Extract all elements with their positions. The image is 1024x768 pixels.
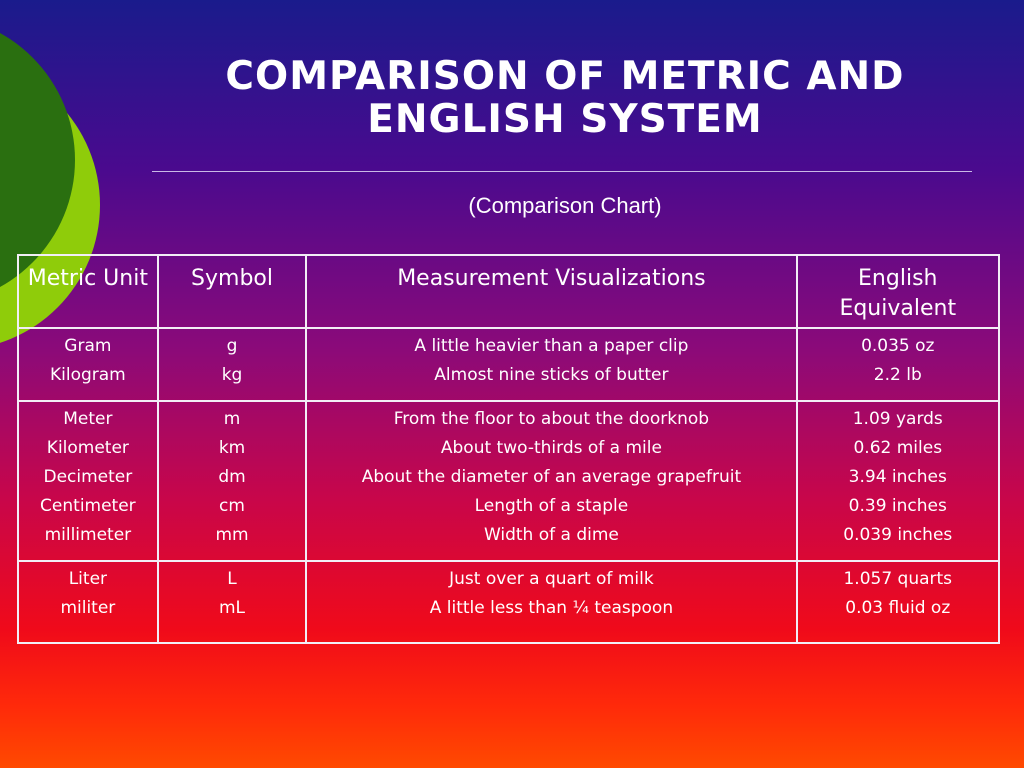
visualization-text: Just over a quart of milk [449,569,654,589]
cell-unit [18,561,158,643]
cell-visualization [306,561,796,643]
comparison-table [17,254,1000,644]
english-equivalent: 1.09 yards [852,409,943,429]
unit-name: Gram [64,336,112,356]
unit-symbol: dm [218,467,246,487]
english-equivalent: 0.62 miles [853,438,943,458]
header-measurement-visualizations: Measurement Visualizations [306,255,796,328]
unit-name: Centimeter [40,496,136,516]
table-row-mass [18,328,999,401]
unit-name: Liter [68,569,108,589]
unit-name: Kilogram [49,365,126,385]
header-symbol: Symbol [158,255,307,328]
cell-english [797,401,999,561]
cell-symbol [158,401,307,561]
visualization-text: Almost nine sticks of butter [434,365,669,385]
cell-symbol [158,561,307,643]
unit-name: Kilometer [46,438,129,458]
cell-symbol [158,328,307,401]
title-divider [152,171,972,172]
unit-name: Decimeter [43,467,133,487]
english-equivalent: 2.2 lb [873,365,922,385]
table-header-row [18,255,999,328]
cell-visualization [306,328,796,401]
unit-symbol: cm [219,496,245,516]
cell-english [797,561,999,643]
english-equivalent: 3.94 inches [848,467,947,487]
visualization-text: A little less than ¼ teaspoon [429,598,674,618]
unit-symbol: kg [221,365,243,385]
header-english-equivalent: English Equivalent [797,255,999,328]
english-equivalent: 0.035 oz [861,336,935,356]
unit-symbol: mL [219,598,246,618]
visualization-text: Width of a dime [483,525,619,545]
cell-visualization [306,401,796,561]
unit-symbol: km [218,438,246,458]
slide-subtitle: (Comparison Chart) [468,193,662,218]
visualization-text: A little heavier than a paper clip [414,336,689,356]
english-equivalent: 1.057 quarts [843,569,953,589]
unit-symbol: m [223,409,241,429]
english-equivalent: 0.039 inches [843,525,953,545]
unit-name: militer [60,598,116,618]
header-metric-unit: Metric Unit [18,255,158,328]
english-equivalent: 0.39 inches [848,496,947,516]
visualization-text: Length of a staple [474,496,629,516]
slide-title: COMPARISON OF METRIC AND ENGLISH SYSTEM [225,54,905,142]
unit-name: Meter [63,409,113,429]
cell-unit [18,401,158,561]
visualization-text: About the diameter of an average grapefruit [361,467,742,487]
unit-symbol: mm [215,525,249,545]
visualization-text: About two-thirds of a mile [440,438,662,458]
table-row-length [18,401,999,561]
english-equivalent: 0.03 fluid oz [845,598,951,618]
cell-english [797,328,999,401]
visualization-text: From the floor to about the doorknob [393,409,710,429]
unit-symbol: L [227,569,237,589]
table-row-volume [18,561,999,643]
unit-symbol: g [226,336,238,356]
cell-unit [18,328,158,401]
unit-name: millimeter [44,525,132,545]
